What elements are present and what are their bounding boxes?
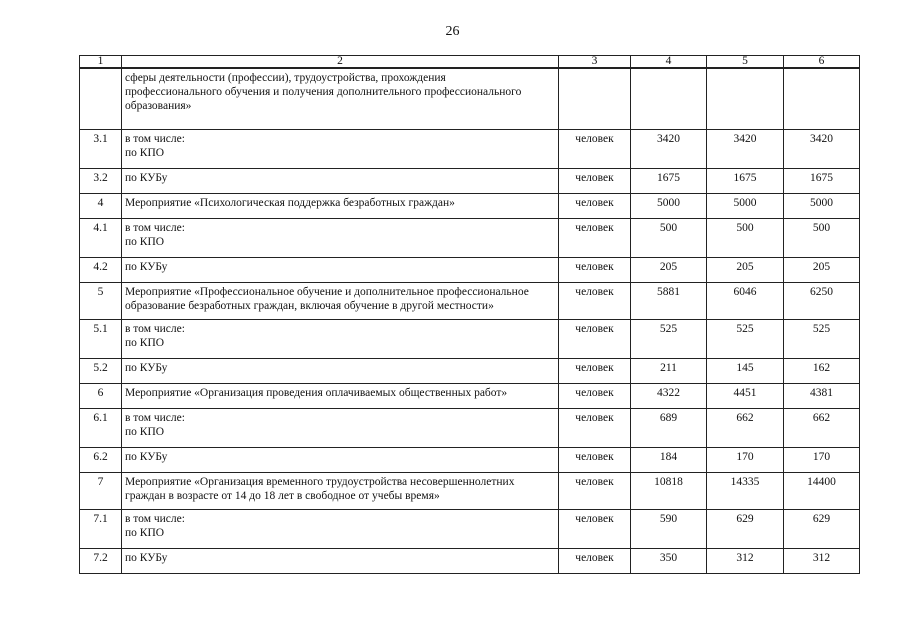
table-row (80, 169, 860, 194)
unit-cell: человек (559, 194, 631, 219)
description-line: по КУБу (125, 261, 168, 273)
row-number-cell: 3.1 (80, 130, 122, 169)
value-cell-col4: 590 (631, 510, 707, 549)
value-cell-col4 (631, 68, 707, 130)
row-description-cell (122, 409, 559, 448)
value-cell-col6: 500 (784, 219, 860, 258)
description-line: в том числе: (125, 513, 185, 525)
value-cell-col6 (784, 68, 860, 130)
description-line: Мероприятие «Профессиональное обучение и дополнительное профессиональное (125, 286, 529, 298)
row-description-cell (122, 510, 559, 549)
row-number-cell: 5 (80, 283, 122, 320)
value-cell-col5 (707, 68, 784, 130)
value-cell-col5: 3420 (707, 130, 784, 169)
value-cell-col5: 205 (707, 258, 784, 283)
value-cell-col6: 629 (784, 510, 860, 549)
value-cell-col4: 205 (631, 258, 707, 283)
value-cell-col4: 184 (631, 448, 707, 473)
description-line: по КУБу (125, 552, 168, 564)
table-row (80, 68, 860, 130)
data-table (79, 55, 860, 574)
row-description-cell (122, 473, 559, 510)
unit-cell: человек (559, 549, 631, 574)
value-cell-col4: 689 (631, 409, 707, 448)
value-cell-col4: 500 (631, 219, 707, 258)
row-description-cell (122, 219, 559, 258)
unit-cell: человек (559, 510, 631, 549)
table-header-row (80, 56, 860, 69)
unit-cell: человек (559, 384, 631, 409)
table-row (80, 473, 860, 510)
unit-cell: человек (559, 473, 631, 510)
description-line: в том числе: (125, 222, 185, 234)
unit-cell: человек (559, 320, 631, 359)
table-row (80, 320, 860, 359)
row-number-cell: 7.1 (80, 510, 122, 549)
value-cell-col4: 350 (631, 549, 707, 574)
column-header: 4 (631, 56, 707, 69)
table-row (80, 258, 860, 283)
value-cell-col5: 5000 (707, 194, 784, 219)
value-cell-col6: 205 (784, 258, 860, 283)
column-header: 3 (559, 56, 631, 69)
description-line: в том числе: (125, 323, 185, 335)
table-row (80, 549, 860, 574)
column-header: 5 (707, 56, 784, 69)
value-cell-col6: 5000 (784, 194, 860, 219)
value-cell-col4: 10818 (631, 473, 707, 510)
row-description-cell (122, 68, 559, 130)
description-line: по КУБу (125, 451, 168, 463)
description-line: по КУБу (125, 362, 168, 374)
value-cell-col6: 4381 (784, 384, 860, 409)
row-description-cell (122, 258, 559, 283)
page-number: 26 (445, 24, 460, 39)
row-description-cell (122, 169, 559, 194)
table-row (80, 409, 860, 448)
unit-cell: человек (559, 359, 631, 384)
description-line: по КПО (125, 147, 165, 159)
value-cell-col6: 162 (784, 359, 860, 384)
value-cell-col5: 629 (707, 510, 784, 549)
row-description-cell (122, 194, 559, 219)
value-cell-col4: 5881 (631, 283, 707, 320)
value-cell-col4: 211 (631, 359, 707, 384)
row-number-cell: 4 (80, 194, 122, 219)
description-line: сферы деятельности (профессии), трудоустройства, прохождения (125, 72, 446, 84)
value-cell-col6: 3420 (784, 130, 860, 169)
value-cell-col4: 5000 (631, 194, 707, 219)
table-row (80, 219, 860, 258)
table-row (80, 130, 860, 169)
description-line: в том числе: (125, 412, 185, 424)
row-description-cell (122, 320, 559, 359)
description-line: образования» (125, 100, 192, 112)
description-line: Мероприятие «Организация проведения оплачиваемых общественных работ» (125, 387, 508, 399)
value-cell-col5: 14335 (707, 473, 784, 510)
description-line: образование безработных граждан, включая обучение в другой местности» (125, 300, 494, 312)
unit-cell: человек (559, 258, 631, 283)
row-number-cell (80, 68, 122, 130)
row-description-cell (122, 549, 559, 574)
row-number-cell: 7.2 (80, 549, 122, 574)
value-cell-col5: 145 (707, 359, 784, 384)
row-number-cell: 6 (80, 384, 122, 409)
value-cell-col5: 525 (707, 320, 784, 359)
value-cell-col5: 312 (707, 549, 784, 574)
value-cell-col4: 4322 (631, 384, 707, 409)
value-cell-col4: 525 (631, 320, 707, 359)
value-cell-col4: 1675 (631, 169, 707, 194)
value-cell-col5: 170 (707, 448, 784, 473)
unit-cell: человек (559, 283, 631, 320)
unit-cell: человек (559, 448, 631, 473)
value-cell-col6: 14400 (784, 473, 860, 510)
table-row (80, 448, 860, 473)
column-header: 6 (784, 56, 860, 69)
row-number-cell: 6.2 (80, 448, 122, 473)
table-row (80, 359, 860, 384)
column-header: 2 (122, 56, 559, 69)
unit-cell: человек (559, 169, 631, 194)
row-number-cell: 4.1 (80, 219, 122, 258)
table-row (80, 384, 860, 409)
row-description-cell (122, 448, 559, 473)
row-description-cell (122, 283, 559, 320)
row-description-cell (122, 130, 559, 169)
column-header: 1 (80, 56, 122, 69)
description-line: по КПО (125, 236, 165, 248)
row-description-cell (122, 384, 559, 409)
value-cell-col5: 662 (707, 409, 784, 448)
value-cell-col6: 6250 (784, 283, 860, 320)
table-row (80, 283, 860, 320)
unit-cell: человек (559, 219, 631, 258)
value-cell-col4: 3420 (631, 130, 707, 169)
value-cell-col5: 4451 (707, 384, 784, 409)
value-cell-col6: 525 (784, 320, 860, 359)
row-description-cell (122, 359, 559, 384)
row-number-cell: 5.1 (80, 320, 122, 359)
unit-cell (559, 68, 631, 130)
description-line: граждан в возрасте от 14 до 18 лет в свободное от учебы время» (125, 490, 440, 502)
value-cell-col6: 1675 (784, 169, 860, 194)
value-cell-col6: 170 (784, 448, 860, 473)
row-number-cell: 4.2 (80, 258, 122, 283)
row-number-cell: 3.2 (80, 169, 122, 194)
description-line: по КПО (125, 426, 165, 438)
unit-cell: человек (559, 130, 631, 169)
table-row (80, 510, 860, 549)
description-line: в том числе: (125, 133, 185, 145)
table-body (80, 68, 860, 574)
value-cell-col5: 1675 (707, 169, 784, 194)
description-line: Мероприятие «Организация временного трудоустройства несовершеннолетних (125, 476, 515, 488)
description-line: по КПО (125, 337, 165, 349)
value-cell-col5: 500 (707, 219, 784, 258)
description-line: по КПО (125, 527, 165, 539)
value-cell-col5: 6046 (707, 283, 784, 320)
value-cell-col6: 312 (784, 549, 860, 574)
row-number-cell: 5.2 (80, 359, 122, 384)
value-cell-col6: 662 (784, 409, 860, 448)
table-row (80, 194, 860, 219)
description-line: по КУБу (125, 172, 168, 184)
unit-cell: человек (559, 409, 631, 448)
description-line: профессионального обучения и получения дополнительного профессионального (125, 86, 522, 98)
row-number-cell: 6.1 (80, 409, 122, 448)
description-line: Мероприятие «Психологическая поддержка безработных граждан» (125, 197, 455, 209)
row-number-cell: 7 (80, 473, 122, 510)
